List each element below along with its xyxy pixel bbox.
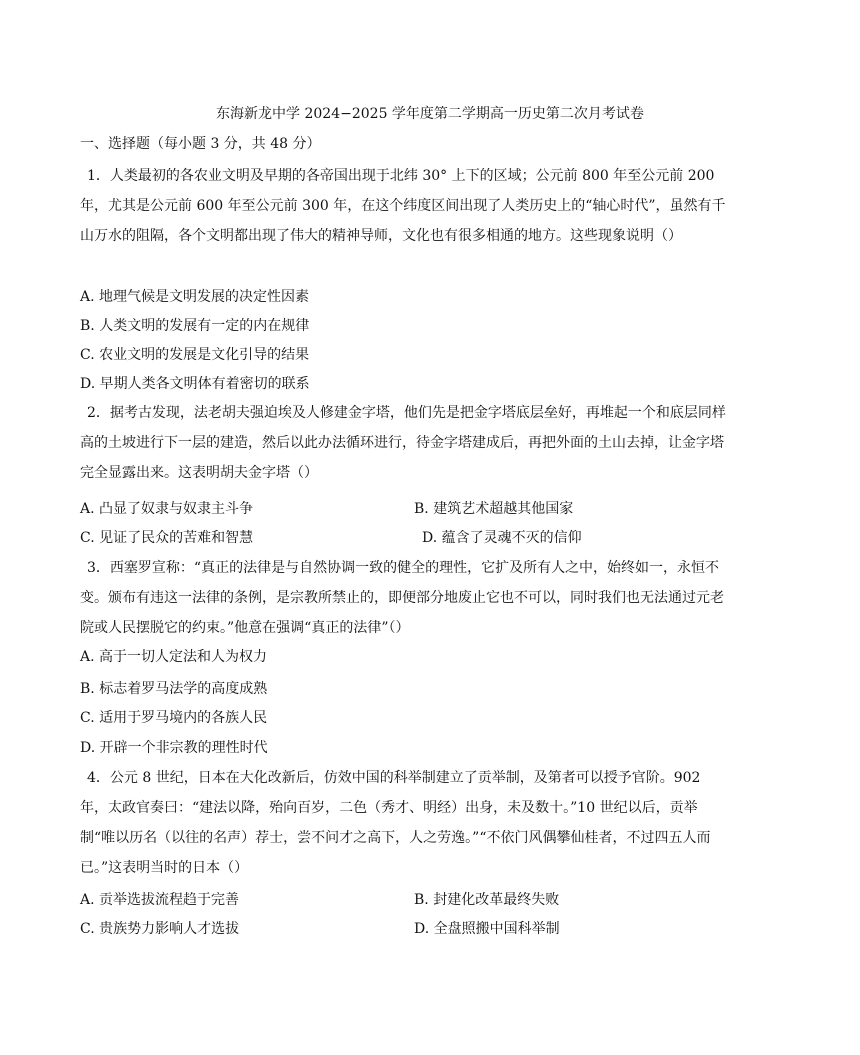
question-4-stem: 4．公元 8 世纪，日本在大化改新后，仿效中国的科举制建立了贡举制，及第者可以授予官阶。902 年，太政官奏曰：“建法以降，殆向百岁，二色（秀才、明经）出身，未及数十。”10 世纪以后，贡举制“唯以历名（以往的名声）荐士，尝不问才之高下，人之劳逸。”“不依门风偶攀仙桂者，不过四五人而已。”这表明当时的日本（） [80,770,711,876]
question-3-stem: 3．西塞罗宣称：“真正的法律是与自然协调一致的健全的理性，它扩及所有人之中，始终如一，永恒不变。颁布有违这一法律的条例，是宗教所禁止的，即便部分地废止它也不可以，同时我们也无法通过元老院或人民摆脱它的约束。”他意在强调“真正的法律”（） [80,560,724,636]
question-3-option-d: D. 开辟一个非宗教的理性时代 [80,740,268,756]
page-title: 东海新龙中学 2024−2025 学年度第二学期高一历史第二次月考试卷 [216,106,644,122]
question-2-option-d: D. 蕴含了灵魂不灭的信仰 [422,530,582,546]
question-4-option-b: B. 封建化改革最终失败 [414,892,560,908]
question-2-option-c: C. 见证了民众的苦难和智慧 [80,530,254,546]
question-1-option-d: D. 早期人类各文明体有着密切的联系 [80,376,310,392]
question-3-option-a: A. 高于一切人定法和人为权力 [80,649,268,665]
question-4-option-a: A. 贡举选拔流程趋于完善 [80,892,240,908]
question-1-option-b: B. 人类文明的发展有一定的内在规律 [80,318,310,334]
section-heading: 一、选择题（每小题 3 分，共 48 分） [80,136,321,152]
question-1-option-c: C. 农业文明的发展是文化引导的结果 [80,347,310,363]
question-3-option-b: B. 标志着罗马法学的高度成熟 [80,681,268,697]
question-3-option-c: C. 适用于罗马境内的各族人民 [80,710,268,726]
question-2-stem: 2．据考古发现，法老胡夫强迫埃及人修建金字塔，他们先是把金字塔底层垒好，再堆起一个和底层同样高的土坡进行下一层的建造，然后以此办法循环进行，待金字塔建成后，再把外面的土山去掉，让金字塔完全显露出来。这表明胡夫金字塔（） [80,405,726,481]
question-4-option-c: C. 贵族势力影响人才选拔 [80,921,240,937]
question-4-option-d: D. 全盘照搬中国科举制 [414,921,560,937]
question-2-option-a: A. 凸显了奴隶与奴隶主斗争 [80,501,254,517]
question-1-stem: 1．人类最初的各农业文明及早期的各帝国出现于北纬 30° 上下的区域；公元前 800 年至公元前 200 年，尤其是公元前 600 年至公元前 300 年，在这个纬度区间出现了人类历史上的“轴心时代”，虽然有千山万水的阻隔，各个文明都出现了伟大的精神导师，文化也有很多相通的地方。这些现象说明（） [80,168,726,244]
question-2-option-b: B. 建筑艺术超越其他国家 [414,501,574,517]
question-1-option-a: A. 地理气候是文明发展的决定性因素 [80,289,310,305]
